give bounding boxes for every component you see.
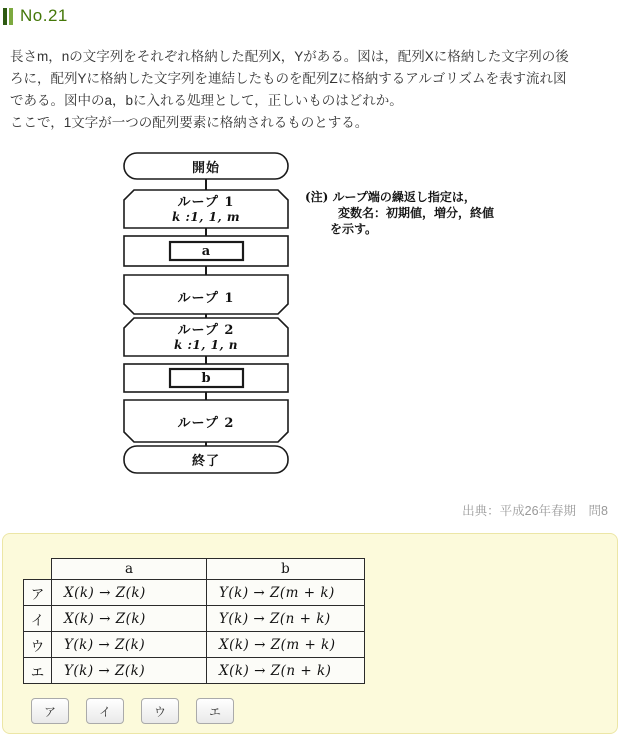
choice-a-expression: X(k) → Z(k)	[52, 606, 207, 632]
flowchart-loop2-label: ループ 2	[177, 322, 235, 338]
table-row	[24, 580, 365, 606]
question-text-line: である。図中のa，bに入れる処理として，正しいものはどれか。	[10, 93, 403, 108]
answer-button-u[interactable]: ウ	[141, 698, 179, 724]
note-line: (注) ループ端の繰返し指定は，	[305, 190, 476, 204]
answer-button-e[interactable]: エ	[196, 698, 234, 724]
choice-a-expression: Y(k) → Z(k)	[52, 632, 207, 658]
flowchart-end-label: 終了	[191, 454, 220, 469]
choice-b-expression: Y(k) → Z(n + k)	[207, 606, 365, 632]
flowchart-loop1-end-label: ループ 1	[177, 290, 235, 306]
answer-button-i[interactable]: イ	[86, 698, 124, 724]
question-text-line: ここで，1文字が一つの配列要素に格納されるものとする。	[10, 115, 369, 130]
column-header-b: b	[207, 559, 365, 580]
header-accent-bar-light	[9, 8, 13, 25]
flowchart-loop2-end-label: ループ 2	[177, 415, 235, 431]
question-text-line: ろに，配列Yに格納した文字列を連結したものを配列Zに格納するアルゴリズムを表す流れ図	[10, 71, 567, 86]
table-header-row	[24, 559, 365, 580]
note-line: 変数名：初期値，増分，終値	[338, 206, 495, 220]
flowchart-box-a: a	[201, 243, 211, 259]
question-number-header	[3, 6, 68, 26]
question-text	[10, 46, 614, 134]
row-label: エ	[24, 658, 52, 684]
choice-b-expression: X(k) → Z(m + k)	[207, 632, 365, 658]
row-label: イ	[24, 606, 52, 632]
table-row	[24, 658, 365, 684]
flowchart-start-label: 開始	[191, 160, 220, 176]
answer-panel	[2, 533, 618, 734]
row-label: ウ	[24, 632, 52, 658]
choice-a-expression: Y(k) → Z(k)	[52, 658, 207, 684]
table-row	[24, 606, 365, 632]
table-row	[24, 632, 365, 658]
answer-button-a[interactable]: ア	[31, 698, 69, 724]
flowchart-loop2-spec: k :1, 1, n	[173, 338, 239, 352]
question-number: No.21	[20, 6, 68, 25]
source-citation: 出典：平成26年春期 問8	[462, 504, 608, 518]
choice-a-expression: X(k) → Z(k)	[52, 580, 207, 606]
choice-b-expression: Y(k) → Z(m + k)	[207, 580, 365, 606]
question-text-line: 長さm，nの文字列をそれぞれ格納した配列X，Yがある。図は，配列Xに格納した文字列の後	[10, 49, 569, 64]
table-corner-cell	[24, 559, 52, 580]
header-accent-bar-dark	[3, 8, 7, 25]
flowchart-diagram	[123, 152, 289, 474]
note-line: を示す。	[330, 222, 378, 236]
flowchart-loop1-label: ループ 1	[177, 194, 235, 210]
row-label: ア	[24, 580, 52, 606]
flowchart-note	[305, 189, 605, 237]
column-header-a: a	[52, 559, 207, 580]
choice-b-expression: X(k) → Z(n + k)	[207, 658, 365, 684]
flowchart-loop1-spec: k :1, 1, m	[171, 210, 241, 224]
flowchart-box-b: b	[201, 370, 211, 386]
answer-buttons	[31, 698, 234, 724]
choices-table	[23, 558, 365, 684]
